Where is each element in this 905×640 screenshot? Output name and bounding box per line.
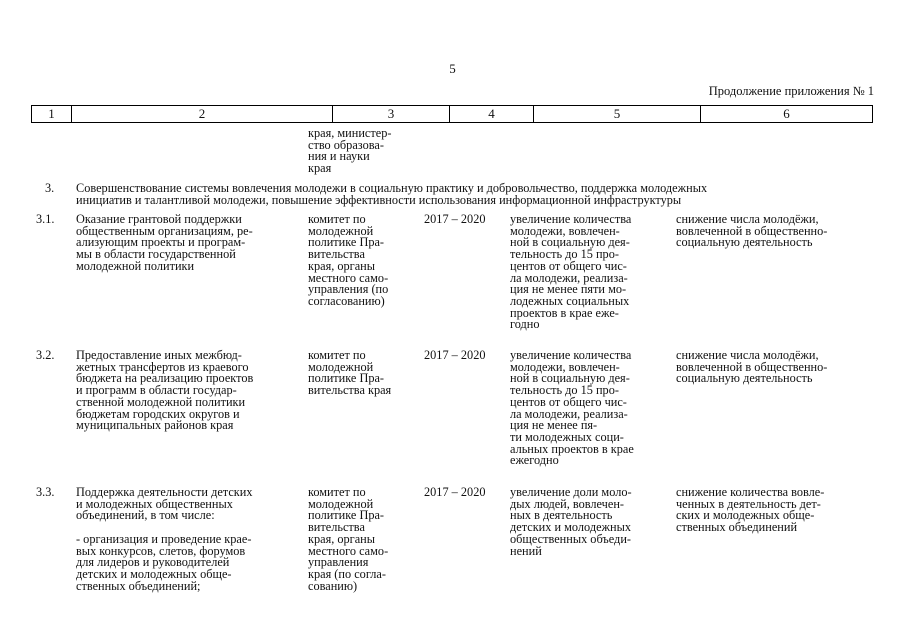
row-result: увеличение количества молодежи, вовлечен- ной в социальную дея- тельность до 15 про- центов от общего чис- ла молодежи, реализа- ция не менее пяти мо- лодежных социальных проектов в крае еже- годно <box>510 212 632 332</box>
carry-over-executor: края, министер- ство образова- ния и науки края <box>308 126 392 176</box>
header-col-6: 6 <box>783 106 790 121</box>
header-col-5: 5 <box>534 106 701 122</box>
row-executor: комитет по молодежной политике Пра- вительства края, органы местного само- управления края (по согла- сованию) <box>308 485 389 593</box>
row-risk: снижение количества вовле- ченных в деятельность дет- ских и молодежных обще- ственных объединений <box>676 485 825 535</box>
table-header <box>31 105 873 123</box>
row-risk: снижение числа молодёжи, вовлеченной в общественно- социальную деятельность <box>676 212 828 250</box>
section-number: 3. <box>45 181 55 195</box>
row-name: Поддержка деятельности детских и молодежных общественных объединений, в том числе: <box>76 485 253 523</box>
page-number: 5 <box>449 61 456 76</box>
row-result: увеличение количества молодежи, вовлечен- ной в социальную дея- тельность до 15 про- центов от общего чис- ла молодежи, реализа- ция не менее пя- ти молодежных соци- альных проектов в крае ежегодно <box>510 348 634 468</box>
row-name: Оказание грантовой поддержки общественным организациям, ре- ализующим проекты и програм- мы в области государственной молодежной политики <box>76 212 253 273</box>
row-risk: снижение числа молодёжи, вовлеченной в общественно- социальную деятельность <box>676 348 828 386</box>
row-number: 3.2. <box>36 348 55 362</box>
row-period: 2017 – 2020 <box>424 212 486 226</box>
header-col-2: 2 <box>72 106 333 122</box>
row-result: увеличение доли моло- дых людей, вовлечен- ных в деятельность детских и молодежных общественных объеди- нений <box>510 485 632 558</box>
row-period: 2017 – 2020 <box>424 348 486 362</box>
header-col-3: 3 <box>333 106 450 122</box>
row-executor: комитет по молодежной политике Пра- вительства края, органы местного само- управления (по согласованию) <box>308 212 389 308</box>
header-col-4: 4 <box>450 106 534 122</box>
row-executor: комитет по молодежной политике Пра- вительства края <box>308 348 392 398</box>
row-number: 3.1. <box>36 212 55 226</box>
section-title: Совершенствование системы вовлечения молодежи в социальную практику и добровольчество, поддержка молодежных инициатив и талантливой молодежи, повышение эффективности использования информационной инфраструктуры <box>76 181 708 207</box>
row-number: 3.3. <box>36 485 55 499</box>
header-col-1: 1 <box>32 106 72 122</box>
row-period: 2017 – 2020 <box>424 485 486 499</box>
row-name: Предоставление иных межбюд- жетных трансфертов из краевого бюджета на реализацию проектов и программ в области государ- ственной молодежной политики бюджетам городских округов и муниципальных районов края <box>76 348 254 433</box>
row-sub-item: - организация и проведение крае- вых конкурсов, слетов, форумов для лидеров и руководителей детских и молодежных обще- ственных объединений; <box>76 532 252 593</box>
continuation-label: Продолжение приложения № 1 <box>708 84 874 98</box>
